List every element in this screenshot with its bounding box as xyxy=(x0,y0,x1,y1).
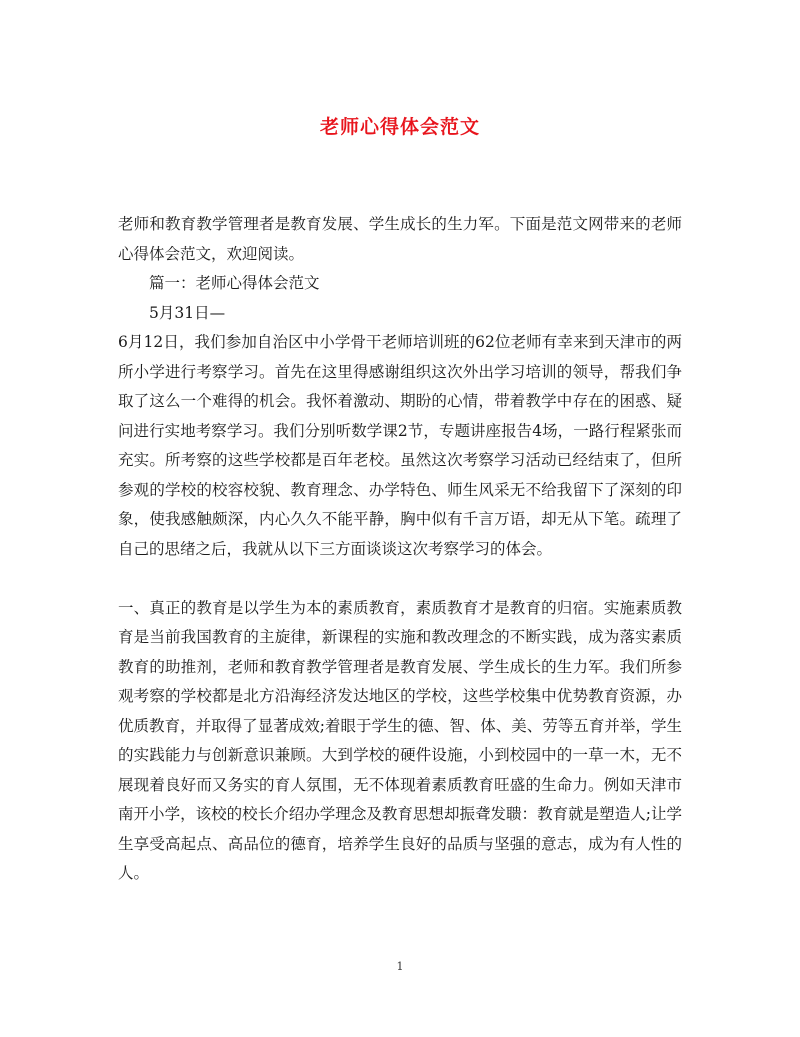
date-line: 5月31日— xyxy=(149,303,226,322)
intro-paragraph: 老师和教育教学管理者是教育发展、学生成长的生力军。下面是范文网带来的老师心得体会范文，欢迎阅读。 xyxy=(118,215,682,263)
paragraph-spacer xyxy=(118,564,682,594)
body-paragraph: 一、真正的教育是以学生为本的素质教育，素质教育才是教育的归宿。实施素质教育是当前我国教育的主旋律，新课程的实施和教改理念的不断实践，成为落实素质教育的助推剂，老师和教育教学管理者是教育发展、学生成长的生力军。我们所参观考察的学校都是北方沿海经济发达地区的学校，这些学校集中优势教育资源，办优质教育，并取得了显著成效;着眼于学生的德、智、体、美、劳等五育并举，学生的实践能力与创新意识兼顾。大到学校的硬件设施，小到校园中的一草一木，无不展现着良好而又务实的育人氛围，无不体现着素质教育旺盛的生命力。例如天津市南开小学，该校的校长介绍办学理念及教育思想却振聋发聩：教育就是塑造人;让学生享受高起点、高品位的德育，培养学生良好的品质与坚强的意志，成为有人性的人。 xyxy=(118,598,682,882)
document-body xyxy=(118,210,682,889)
document-title: 老师心得体会范文 xyxy=(319,116,480,138)
body-paragraph: 6月12日，我们参加自治区中小学骨干老师培训班的62位老师有幸来到天津市的两所小学进行考察学习。首先在这里得感谢组织这次外出学习培训的领导，帮我们争取了这么一个难得的机会。我怀着激动、期盼的心情，带着教学中存在的困惑、疑问进行实地考察学习。我们分别听数学课2节，专题讲座报告4场，一路行程紧张而充实。所考察的这些学校都是百年老校。虽然这次考察学习活动已经结束了，但所参观的学校的校容校貌、教育理念、办学特色、师生风采无不给我留下了深刻的印象，使我感触颇深，内心久久不能平静，胸中似有千言万语，却无从下笔。疏理了自己的思绪之后，我就从以下三方面谈谈这次考察学习的体会。 xyxy=(118,333,682,558)
section-heading: 篇一：老师心得体会范文 xyxy=(149,274,320,292)
page-number: 1 xyxy=(396,960,404,973)
